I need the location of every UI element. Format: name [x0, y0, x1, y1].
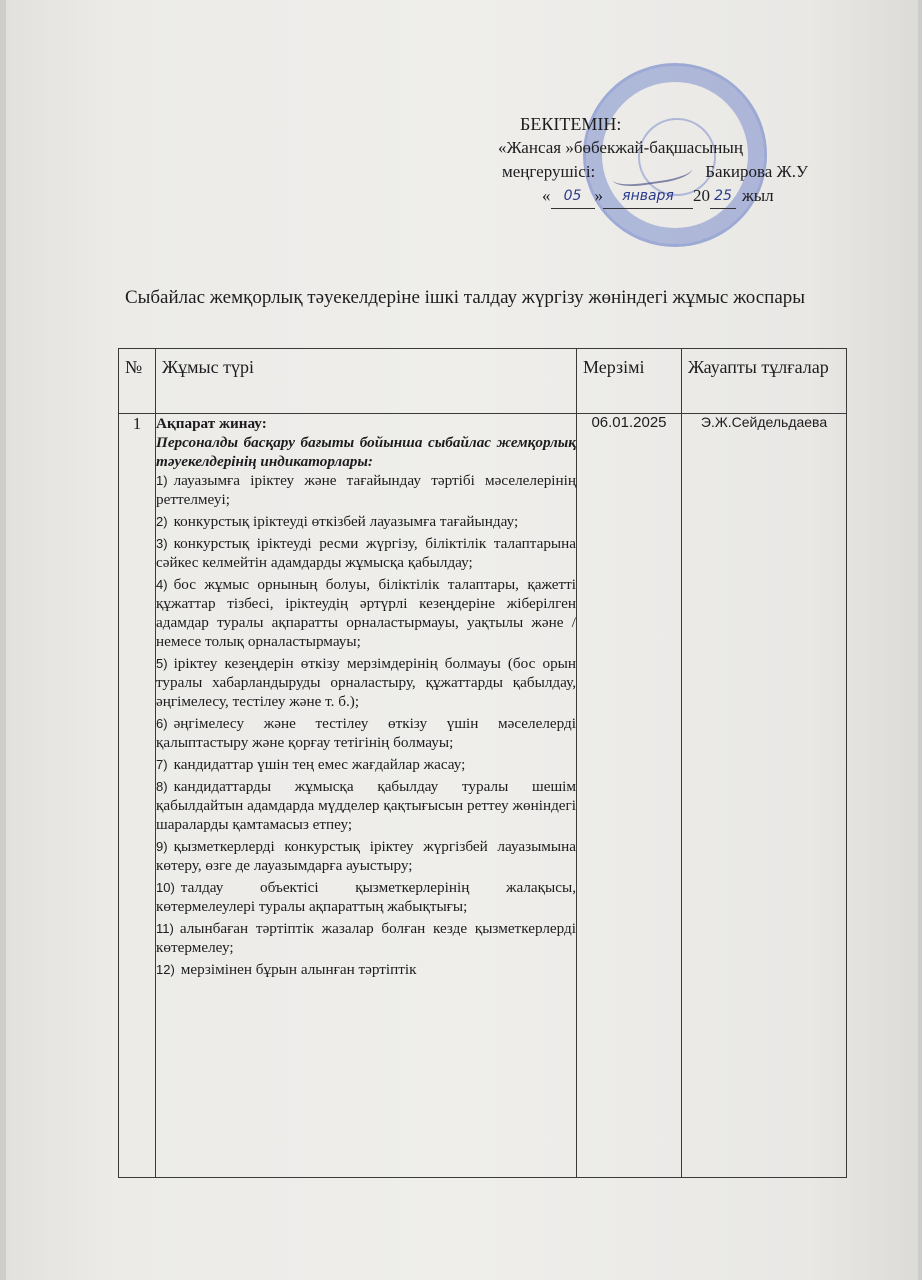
row-number: 1	[119, 414, 156, 1178]
list-item-number: 12)	[156, 962, 175, 977]
list-item	[156, 471, 576, 509]
header-deadline: Мерзімі	[577, 349, 682, 414]
date-year-suffix: 25	[710, 184, 736, 209]
list-item	[156, 755, 576, 774]
date-mid-quote: »	[594, 186, 603, 205]
list-item-number: 9)	[156, 839, 168, 854]
list-item-number: 2)	[156, 514, 168, 529]
approval-position: меңгерушісі:	[502, 162, 596, 181]
header-number: №	[119, 349, 156, 414]
list-item-text: әңгімелесу және тестілеу өткізу үшін мәселелерді қалыптастыру және қорғау тетігінің болмауы;	[156, 715, 576, 751]
list-item-number: 10)	[156, 880, 175, 895]
list-item	[156, 575, 576, 651]
row-subheading: Персоналды басқару бағыты бойынша сыбайлас жемқорлық тәуекелдерінің индикаторлары:	[156, 434, 576, 470]
list-item	[156, 837, 576, 875]
indicator-list	[156, 471, 576, 979]
approval-label: БЕКІТЕМІН:	[520, 114, 622, 134]
list-item	[156, 654, 576, 711]
list-item-number: 6)	[156, 716, 168, 731]
list-item-text: конкурстық іріктеуді өткізбей лауазымға тағайындау;	[173, 513, 519, 530]
list-item-number: 7)	[156, 757, 168, 772]
header-work-type: Жұмыс түрі	[156, 349, 577, 414]
list-item	[156, 534, 576, 572]
list-item-text: іріктеу кезеңдерін өткізу мерзімдерінің болмауы (бос орын туралы хабарландыруды орналастыру, құжаттарды қабылдау, әңгімелесу, тестілеу және т. б.);	[156, 655, 576, 710]
list-item-number: 11)	[156, 921, 174, 936]
list-item-text: кандидаттарды жұмысқа қабылдау туралы шешім қабылдайтын адамдарда мүдделер қақтығысын реттеу жөніндегі шараларды қамтамасыз етпеу;	[156, 778, 576, 833]
list-item-number: 1)	[156, 473, 168, 488]
list-item-text: мерзімінен бұрын алынған тәртіптік	[180, 961, 417, 978]
table-row	[119, 414, 847, 1178]
row-deadline: 06.01.2025	[577, 414, 682, 1178]
list-item-number: 4)	[156, 577, 168, 592]
date-month: января	[603, 184, 693, 209]
date-year-prefix: 20	[693, 186, 710, 205]
list-item	[156, 919, 576, 957]
list-item-number: 8)	[156, 779, 168, 794]
date-open-quote: «	[542, 186, 551, 205]
list-item-text: талдау объектісі қызметкерлерінің жалақысы, көтермелеулері туралы ақпараттың жабықтығы;	[156, 879, 576, 915]
list-item-number: 3)	[156, 536, 168, 551]
row-heading: Ақпарат жинау:	[156, 415, 267, 432]
list-item-text: конкурстық іріктеуді ресми жүргізу, біліктілік талаптарына сәйкес келмейтін адамдарды жұмысқа қабылдау;	[156, 535, 576, 571]
date-day: 05	[551, 184, 595, 209]
list-item	[156, 512, 576, 531]
list-item	[156, 878, 576, 916]
approval-position-line	[490, 160, 910, 184]
list-item-text: бос жұмыс орнының болуы, біліктілік талаптары, қажетті құжаттар тізбесі, іріктеудің әртүрлі кезеңдеріне жіберілген адамдар туралы ақпаратты орналастырмауы, уақтылы және / немесе толық орналастырмауы;	[156, 576, 576, 650]
header-responsible: Жауапты тұлғалар	[682, 349, 847, 414]
list-item-text: лауазымға іріктеу және тағайындау тәртібі мәселелерінің реттелмеуі;	[156, 472, 576, 508]
list-item	[156, 777, 576, 834]
approval-block	[490, 112, 910, 209]
document-title: Сыбайлас жемқорлық тәуекелдеріне ішкі талдау жүргізу жөніндегі жұмыс жоспары	[124, 287, 806, 308]
list-item-text: қызметкерлерді конкурстық іріктеу жүргізбей лауазымына көтеру, өзге де лауазымдарға ауыстыру;	[156, 838, 576, 874]
list-item	[156, 960, 576, 979]
row-responsible: Э.Ж.Сейдельдаева	[682, 414, 847, 1178]
row-work-type	[156, 414, 577, 1178]
work-plan-table	[118, 348, 847, 1178]
list-item-text: алынбаған тәртіптік жазалар болған кезде қызметкерлерді көтермелеу;	[156, 920, 576, 956]
list-item	[156, 714, 576, 752]
approval-date-line	[490, 184, 910, 209]
list-item-text: кандидаттар үшін тең емес жағдайлар жасау;	[173, 756, 466, 773]
list-item-number: 5)	[156, 656, 168, 671]
date-year-word: жыл	[742, 186, 774, 205]
table-header-row	[119, 349, 847, 414]
approval-name: Бакирова Ж.У	[705, 162, 809, 181]
approval-organization: «Жансая »бөбекжай-бақшасының	[498, 138, 743, 157]
